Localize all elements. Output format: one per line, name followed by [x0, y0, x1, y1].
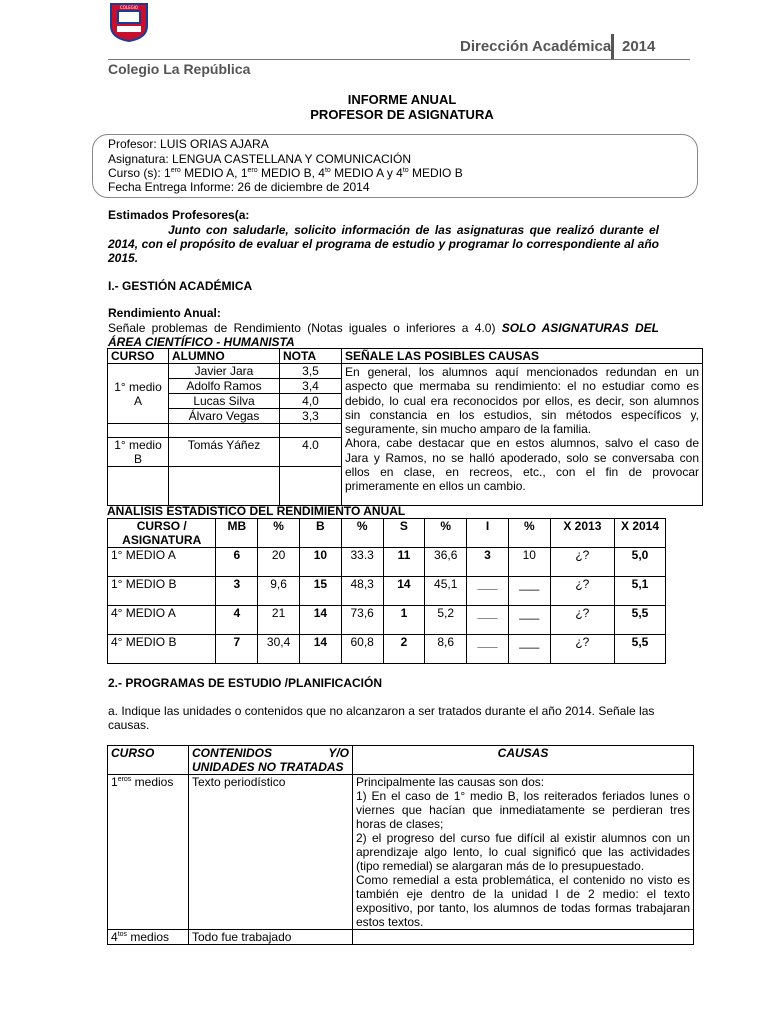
stats-value-cell: 8,6	[425, 635, 467, 664]
stats-header: %	[341, 519, 383, 548]
stats-row	[108, 577, 666, 606]
stats-header: X 2013	[550, 519, 614, 548]
contenidos-cell: Texto periodístico	[189, 775, 353, 930]
spacer-cell	[108, 424, 169, 438]
stats-header: %	[258, 519, 300, 548]
stats-value-cell: 4	[216, 606, 258, 635]
student-name: Tomás Yáñez	[169, 438, 280, 467]
stats-title: ANALISIS ESTADISTICO DEL RENDIMIENTO ANUAL	[107, 504, 406, 518]
stats-header: MB	[216, 519, 258, 548]
rendimiento-table	[107, 348, 703, 506]
stats-curso-cell: 4° MEDIO B	[108, 635, 216, 664]
stats-header: I	[467, 519, 509, 548]
stats-value-cell: 2	[383, 635, 425, 664]
stats-value-cell: 33.3	[341, 548, 383, 577]
stats-row	[108, 635, 666, 664]
student-name: Álvaro Vegas	[169, 409, 280, 424]
col-causas: CAUSAS	[353, 746, 694, 775]
stats-row	[108, 548, 666, 577]
student-grade: 3,3	[280, 409, 342, 424]
stats-value-cell: 14	[299, 606, 341, 635]
student-grade: 4.0	[280, 438, 342, 467]
stats-value-cell: 15	[299, 577, 341, 606]
stats-value-cell: 6	[216, 548, 258, 577]
empty-cell	[280, 467, 342, 506]
info-fecha: Fecha Entrega Informe: 26 de diciembre de 2014	[108, 180, 370, 194]
student-name: Lucas Silva	[169, 394, 280, 409]
spacer-cell	[280, 424, 342, 438]
stats-row	[108, 606, 666, 635]
header-year: 2014	[622, 38, 656, 55]
stats-value-cell: ___	[508, 577, 550, 606]
stats-value-cell: 73,6	[341, 606, 383, 635]
stats-value-cell: 10	[508, 548, 550, 577]
stats-value-cell: 5,5	[615, 606, 666, 635]
stats-header: S	[383, 519, 425, 548]
contenidos-cell: Todo fue trabajado	[189, 930, 353, 945]
stats-value-cell: 9,6	[258, 577, 300, 606]
section1-instruction: Señale problemas de Rendimiento (Notas iguales o inferiores a 4.0) SOLO ASIGNATURAS DEL ÁREA CIENTÍFICO - HUMANISTA	[108, 321, 659, 349]
stats-value-cell: ___	[508, 606, 550, 635]
greeting-body: Junto con saludarle, solicito información de las asignaturas que realizó durante el 2014, con el propósito de evaluar el programa de estudio y programar lo correspondiente al año 2015.	[108, 223, 659, 265]
stats-header: CURSO / ASIGNATURA	[108, 519, 216, 548]
stats-value-cell: 30,4	[258, 635, 300, 664]
stats-value-cell: ___	[508, 635, 550, 664]
header-divider	[611, 34, 614, 60]
logo-text: COLEGIO	[119, 5, 139, 10]
col-contenidos: CONTENIDOS Y/O UNIDADES NO TRATADAS	[189, 746, 353, 775]
stats-value-cell: 3	[467, 548, 509, 577]
section1-subheading: Rendimiento Anual:	[108, 306, 221, 320]
stats-value-cell: 36,6	[425, 548, 467, 577]
stats-value-cell: 5,1	[615, 577, 666, 606]
causes-cell: En general, los alumnos aquí mencionados redundan en un aspecto que mermaba su rendimiento: el no estudiar como es debido, lo cual era reconocidos por ellos, es decir, son alumnos sin constancia en los estudios, sin métodos específicos y, seguramente, sin mucho amparo de la familia. Ahora, cabe destacar que en estos alumnos, salvo el caso de Jara y Ramos, no se halló apoderado, solo se conversaba con ellos en clase, en recreos, etc., con el fin de provocar primeramente en ellos un cambio.	[342, 364, 703, 506]
info-profesor: Profesor: LUIS ORIAS AJARA	[108, 137, 269, 151]
col-nota: NOTA	[280, 349, 342, 364]
stats-curso-cell: 4° MEDIO A	[108, 606, 216, 635]
report-subtitle: PROFESOR DE ASIGNATURA	[310, 107, 494, 122]
section2-heading: 2.- PROGRAMAS DE ESTUDIO /PLANIFICACIÓN	[108, 676, 383, 690]
stats-curso-cell: 1° MEDIO A	[108, 548, 216, 577]
section2-instruction: a. Indique las unidades o contenidos que no alcanzaron a ser tratados durante el año 2014. Señale las causas.	[108, 704, 655, 732]
causas-cell	[353, 930, 694, 945]
empty-cell	[169, 467, 280, 506]
stats-curso-cell: 1° MEDIO B	[108, 577, 216, 606]
stats-value-cell: 7	[216, 635, 258, 664]
col-alumno: ALUMNO	[169, 349, 280, 364]
school-name: Colegio La República	[108, 61, 251, 77]
info-curso: Curso (s): $1^{ero}$ MEDIO A, $1^{ero}$ MEDIO B, $4^{to}$ MEDIO A y $4^{to}$ MEDIO B	[108, 166, 463, 180]
stats-value-cell: ___	[467, 635, 509, 664]
student-name: Adolfo Ramos	[169, 379, 280, 394]
stats-value-cell: 5,5	[615, 635, 666, 664]
group-cell: 1° medio A	[108, 364, 169, 424]
stats-header: %	[508, 519, 550, 548]
stats-header: %	[425, 519, 467, 548]
stats-value-cell: ¿?	[550, 635, 614, 664]
stats-value-cell: ¿?	[550, 548, 614, 577]
student-grade: 3,4	[280, 379, 342, 394]
stats-value-cell: 21	[258, 606, 300, 635]
greeting-salutation: Estimados Profesores(a:	[108, 208, 250, 222]
stats-value-cell: 3	[216, 577, 258, 606]
curso-cell: $1^{eros}$ medios	[108, 775, 189, 930]
info-asignatura: Asignatura: LENGUA CASTELLANA Y COMUNICACIÓN	[108, 152, 411, 166]
stats-value-cell: ¿?	[550, 606, 614, 635]
school-logo	[108, 2, 150, 42]
stats-value-cell: 20	[258, 548, 300, 577]
stats-header: X 2014	[615, 519, 666, 548]
col-curso: CURSO	[108, 746, 189, 775]
stats-value-cell: 14	[299, 635, 341, 664]
stats-value-cell: ¿?	[550, 577, 614, 606]
curso-cell: $4^{tos}$ medios	[108, 930, 189, 945]
stats-value-cell: ___	[467, 577, 509, 606]
group-cell: 1° medio B	[108, 438, 169, 467]
student-grade: 3,5	[280, 364, 342, 379]
stats-table	[107, 518, 666, 664]
section1-heading: I.- GESTIÓN ACADÉMICA	[108, 279, 253, 293]
report-title: INFORME ANUAL	[347, 92, 457, 107]
stats-value-cell: 11	[383, 548, 425, 577]
header-rule	[108, 59, 690, 60]
stats-value-cell: 1	[383, 606, 425, 635]
spacer-cell	[169, 424, 280, 438]
stats-value-cell: 10	[299, 548, 341, 577]
stats-header: B	[299, 519, 341, 548]
student-name: Javier Jara	[169, 364, 280, 379]
stats-value-cell: 60,8	[341, 635, 383, 664]
col-curso: CURSO	[108, 349, 169, 364]
stats-value-cell: 45,1	[425, 577, 467, 606]
stats-value-cell: ___	[467, 606, 509, 635]
empty-cell	[108, 467, 169, 506]
stats-value-cell: 14	[383, 577, 425, 606]
stats-value-cell: 5,0	[615, 548, 666, 577]
stats-value-cell: 48,3	[341, 577, 383, 606]
col-causas: SEÑALE LAS POSIBLES CAUSAS	[342, 349, 703, 364]
student-grade: 4,0	[280, 394, 342, 409]
causas-cell: Principalmente las causas son dos: 1) En el caso de 1° medio B, los reiterados feriados lunes o viernes que hacían que inmediatamente se perdieran tres horas de clases; 2) el progreso del curso fue difícil al existir alumnos con un aprendizaje algo lento, lo cual significó que las actividades (tipo remedial) se alargaran más de lo presupuestado. Como remedial a esta problemática, el contenido no visto es también eje dentro de la unidad I de 2 medio: el texto expositivo, por tanto, los alumnos de todas formas trabajaran estos textos.	[353, 775, 694, 930]
stats-value-cell: 5,2	[425, 606, 467, 635]
planificacion-table	[107, 745, 694, 945]
header-title: Dirección Académica	[460, 38, 612, 55]
